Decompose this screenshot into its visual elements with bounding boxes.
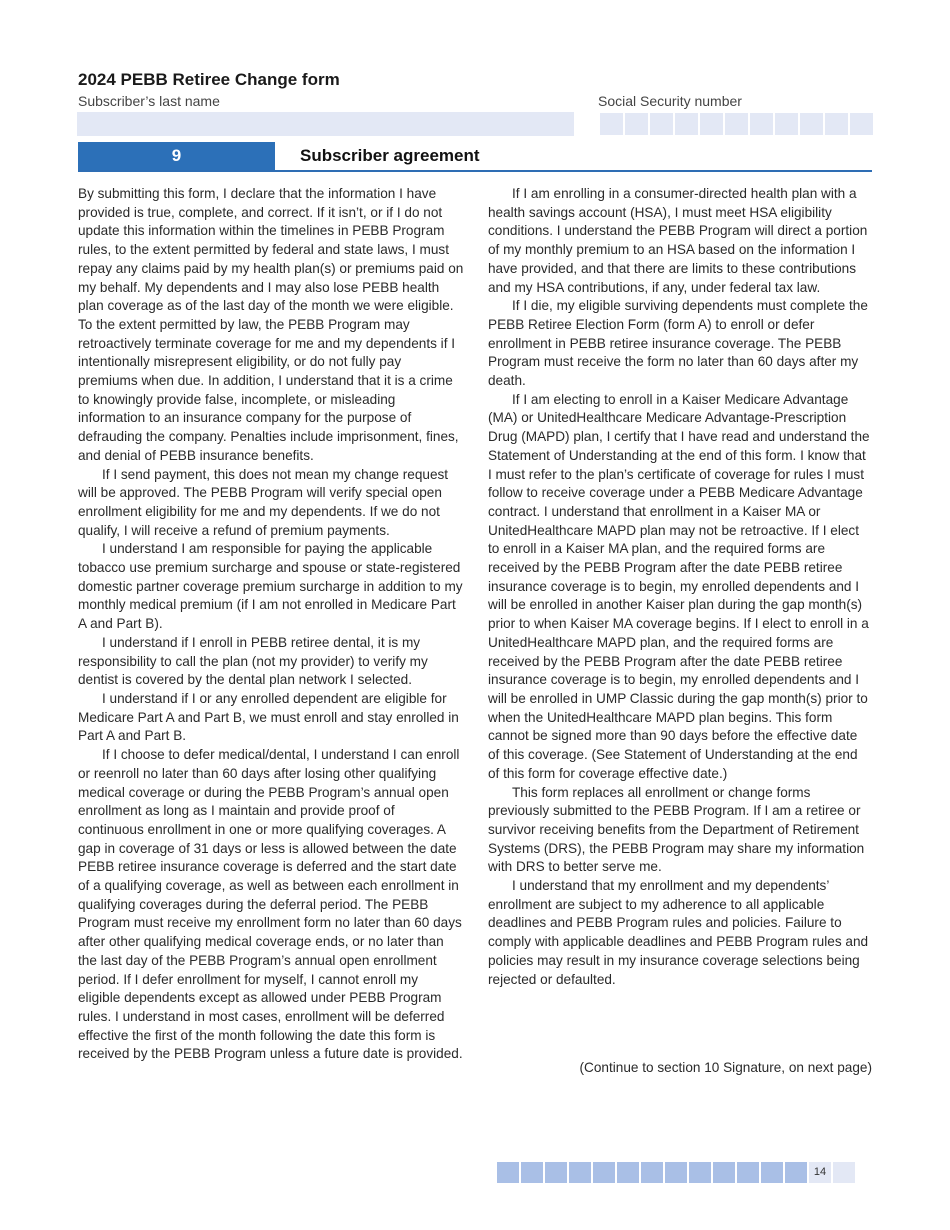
page-marker — [545, 1162, 567, 1183]
page-marker — [761, 1162, 783, 1183]
last-name-input[interactable] — [77, 112, 574, 136]
ssn-digit-box[interactable] — [800, 113, 823, 135]
agreement-paragraph: If I am enrolling in a consumer-directed health plan with a health savings account (HSA), I must meet HSA eligibility conditions. I understand the PEBB Program will direct a portion of my monthly premium to an HSA based on the information I have provided, and that there are limits to these contributions and my HSA contributions, if any, under federal tax law. — [488, 186, 868, 295]
page-marker — [641, 1162, 663, 1183]
ssn-digit-box[interactable] — [775, 113, 798, 135]
ssn-digit-box[interactable] — [825, 113, 848, 135]
right-text-column — [488, 185, 872, 989]
page-marker — [665, 1162, 687, 1183]
page-indicator — [497, 1162, 855, 1183]
page-marker — [737, 1162, 759, 1183]
ssn-digit-box[interactable] — [625, 113, 648, 135]
last-name-label: Subscriber’s last name — [78, 93, 220, 109]
agreement-paragraph: If I send payment, this does not mean my change request will be approved. The PEBB Program will verify special open enrollment eligibility for me and my dependents. If we do not qualify, I will receive a refund of premium payments. — [78, 466, 449, 538]
page-marker — [593, 1162, 615, 1183]
section-number: 9 — [78, 142, 275, 170]
left-text-column — [78, 185, 464, 1064]
agreement-paragraph: I understand if I or any enrolled dependent are eligible for Medicare Part A and Part B, we must enroll and stay enrolled in Part A and Part B. — [78, 690, 459, 744]
ssn-digit-box[interactable] — [600, 113, 623, 135]
ssn-digit-box[interactable] — [850, 113, 873, 135]
page-marker — [689, 1162, 711, 1183]
section-header — [78, 142, 872, 172]
page-marker — [497, 1162, 519, 1183]
ssn-digit-box[interactable] — [650, 113, 673, 135]
ssn-input-group — [600, 113, 873, 135]
agreement-paragraph: I understand if I enroll in PEBB retiree dental, it is my responsibility to call the plan (not my provider) to verify my dentist is covered by the dental plan network I selected. — [78, 634, 428, 688]
page-marker — [785, 1162, 807, 1183]
ssn-digit-box[interactable] — [750, 113, 773, 135]
ssn-digit-box[interactable] — [700, 113, 723, 135]
continue-note: (Continue to section 10 Signature, on next page) — [579, 1060, 872, 1075]
page-marker — [833, 1162, 855, 1183]
agreement-paragraph: If I die, my eligible surviving dependents must complete the PEBB Retiree Election Form (form A) to enroll or defer enrollment in PEBB retiree insurance coverage. The PEBB Program must receive the form no later than 60 days after my death. — [488, 298, 868, 389]
page-marker — [713, 1162, 735, 1183]
page-marker — [521, 1162, 543, 1183]
ssn-digit-box[interactable] — [725, 113, 748, 135]
agreement-paragraph: If I am electing to enroll in a Kaiser Medicare Advantage (MA) or UnitedHealthcare Medicare Advantage-Prescription Drug (MAPD) plan, I certify that I have read and understand the Statement of Understanding at the end of this form. I know that I must refer to the plan’s certificate of coverage for rules I must follow to receive coverage under a PEBB Medicare Advantage contract. I understand that enrollment in a Kaiser MA or UnitedHealthcare MAPD plan may not be retroactive. If I elect to enroll in a Kaiser MA plan, and the required forms are received by the PEBB Program after the date PEBB retiree insurance coverage is to begin, my enrolled dependents and I will be enrolled in another Kaiser plan during the gap month(s) prior to when Kaiser MA coverage begins. If I elect to enroll in a UnitedHealthcare MAPD plan, and the required forms are received by the PEBB Program after the date PEBB retiree insurance coverage is to begin, my enrolled dependents and I will be enrolled in UMP Classic during the gap month(s) prior to when the UnitedHealthcare MAPD plan begins. This form cannot be signed more than 90 days before the effective date of this coverage. (See Statement of Understanding at the end of this form for coverage effective date.) — [488, 391, 870, 781]
section-title: Subscriber agreement — [300, 146, 480, 165]
agreement-paragraph: By submitting this form, I declare that the information I have provided is true, complete, and correct. If it isn’t, or if I do not update this information within the timelines in PEBB Program rules, to the extent permitted by federal and state laws, I must repay any claims paid by my health plan(s) or premiums paid on my behalf. My dependents and I may also lose PEBB health plan coverage as of the last day of the month we were eligible. To the extent permitted by law, the PEBB Program may retroactively terminate coverage for me and my dependents if I intentionally misrepresent eligibility, or do not fully pay premiums when due. In addition, I understand that it is a crime to knowingly provide false, incomplete, or misleading information to an insurance company for the purpose of defrauding the company. Penalties include imprisonment, fines, and denial of PEBB insurance benefits. — [78, 186, 464, 463]
page-marker — [617, 1162, 639, 1183]
page-number: 14 — [809, 1162, 831, 1183]
agreement-paragraph: If I choose to defer medical/dental, I understand I can enroll or reenroll no later than 60 days after losing other qualifying medical coverage or during the PEBB Program’s annual open enrollment as long as I maintain and provide proof of continuous enrollment in one or more qualifying coverages. A gap in coverage of 31 days or less is allowed between the date PEBB retiree insurance coverage is deferred and the start date of a qualifying coverage, as well as between each enrollment in qualifying coverages during the deferral period. The PEBB Program must receive my enrollment form no later than 60 days after other qualifying medical coverage ends, or no later than the last day of the PEBB Program’s annual open enrollment period. If I defer enrollment for myself, I cannot enroll my eligible dependents except as allowed under PEBB Program rules. I understand in most cases, enrollment will be deferred effective the first of the month following the date this form is received by the PEBB Program unless a future date is provided. — [78, 747, 463, 1062]
form-title: 2024 PEBB Retiree Change form — [78, 70, 340, 89]
page-marker — [569, 1162, 591, 1183]
agreement-paragraph: I understand I am responsible for paying the applicable tobacco use premium surcharge and spouse or state-registered domestic partner coverage premium surcharge in addition to my monthly medical premium (if I am not enrolled in Medicare Part A and Part B). — [78, 541, 463, 632]
ssn-digit-box[interactable] — [675, 113, 698, 135]
agreement-paragraph: This form replaces all enrollment or change forms previously submitted to the PEBB Program. If I am a retiree or survivor receiving benefits from the Department of Retirement Systems (DRS), the PEBB Program may share my information with DRS to better serve me. — [488, 784, 865, 875]
ssn-label: Social Security number — [598, 93, 742, 109]
agreement-paragraph: I understand that my enrollment and my dependents’ enrollment are subject to my adherence to all applicable deadlines and PEBB Program rules and policies. Failure to comply with applicable deadlines and PEBB Program rules and policies may result in my insurance coverage selections being rejected or defaulted. — [488, 878, 869, 987]
